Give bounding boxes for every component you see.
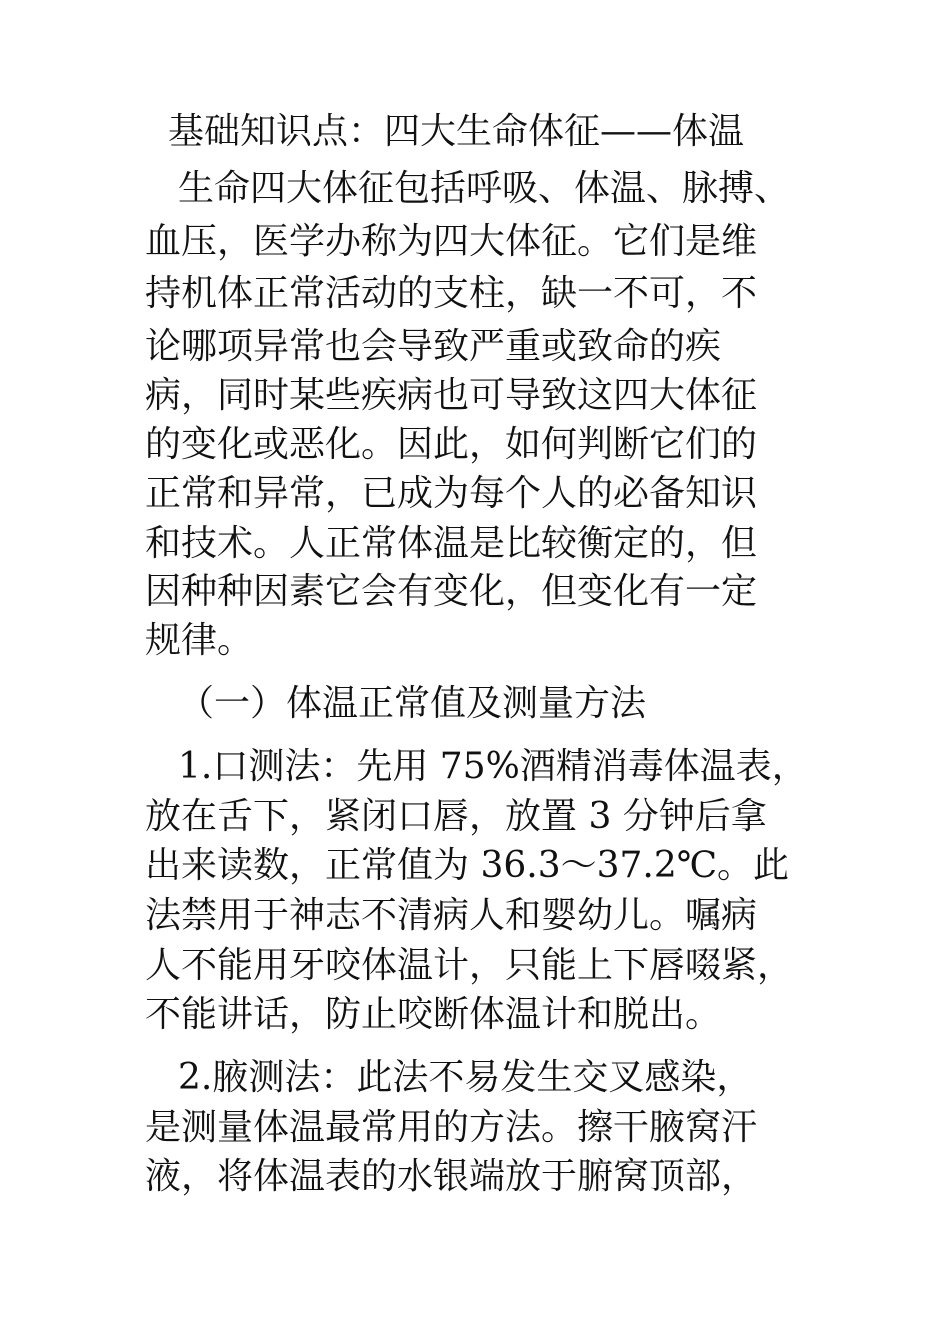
paragraph-line: 论哪项异常也会导致严重或致命的疾	[145, 326, 722, 367]
paragraph-line: 和技术。人正常体温是比较衡定的，但	[145, 523, 758, 564]
paragraph-line: 因种种因素它会有变化，但变化有一定	[145, 571, 758, 612]
section-heading: （一）体温正常值及测量方法	[178, 683, 647, 724]
paragraph-line: 2.腋测法：此法不易发生交叉感染，	[178, 1057, 753, 1098]
paragraph-line: 生命四大体征包括呼吸、体温、脉搏、	[178, 168, 791, 209]
paragraph-line: 不能讲话，防止咬断体温计和脱出。	[145, 994, 722, 1035]
paragraph-line: 病，同时某些疾病也可导致这四大体征	[145, 375, 758, 416]
paragraph-line: 液，将体温表的水银端放于腑窝顶部，	[145, 1156, 758, 1197]
paragraph-line: 血压，医学办称为四大体征。它们是维	[145, 221, 758, 262]
paragraph-line: 人不能用牙咬体温计，只能上下唇啜紧，	[145, 945, 794, 986]
paragraph-line: 的变化或恶化。因此，如何判断它们的	[145, 424, 758, 465]
paragraph-line: 1.口测法：先用 75%酒精消毒体温表，	[178, 746, 808, 787]
paragraph-line: 出来读数，正常值为 36.3～37.2℃。此	[145, 845, 790, 886]
paragraph-line: 放在舌下，紧闭口唇，放置 3 分钟后拿	[145, 796, 767, 837]
paragraph-line: 法禁用于神志不清病人和婴幼儿。嘱病	[145, 895, 758, 936]
paragraph-line: 正常和异常，已成为每个人的必备知识	[145, 473, 758, 514]
document-title: 基础知识点：四大生命体征——体温	[168, 111, 745, 152]
paragraph-line: 持机体正常活动的支柱，缺一不可，不	[145, 273, 758, 314]
paragraph-line: 规律。	[145, 620, 254, 661]
paragraph-line: 是测量体温最常用的方法。擦干腋窝汗	[145, 1107, 758, 1148]
